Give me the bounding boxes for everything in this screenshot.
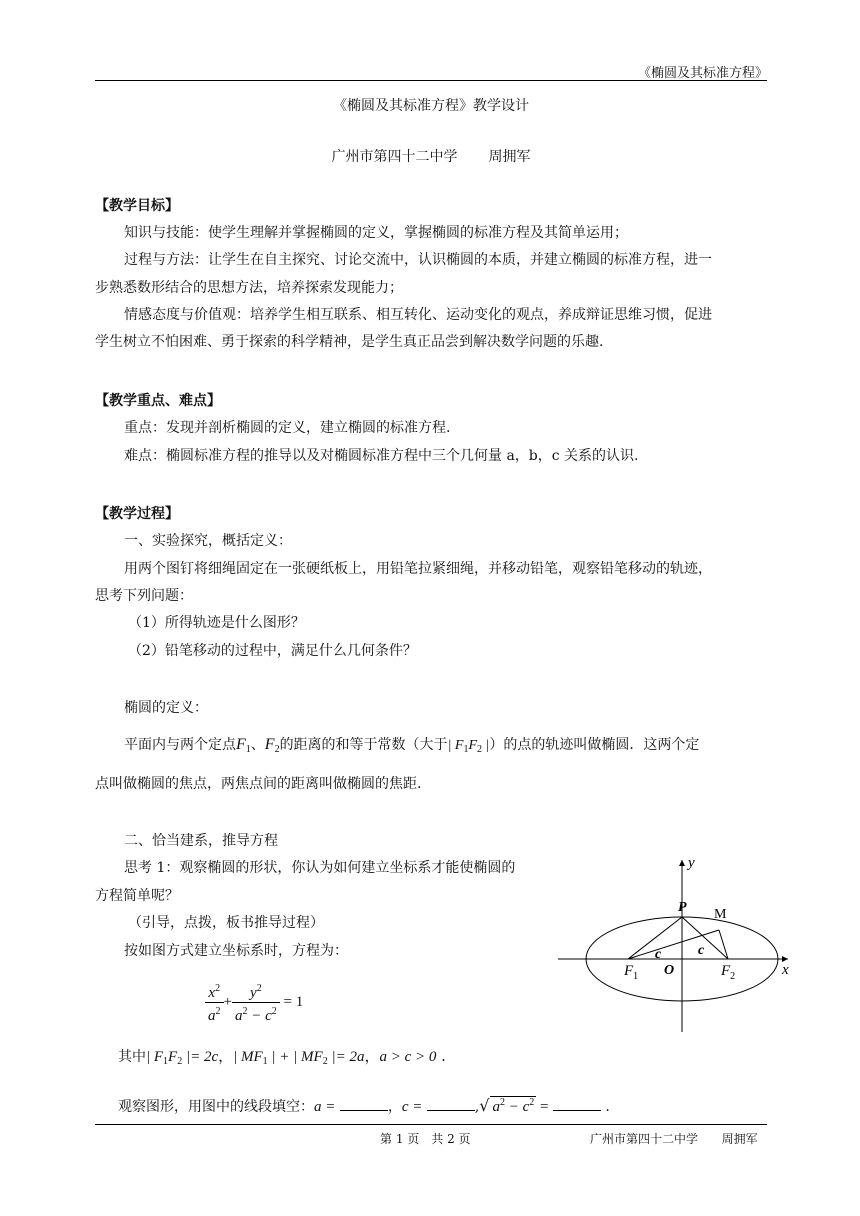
- question-1: （1）所得轨迹是什么图形？: [128, 615, 305, 631]
- goals-process-line2: 步熟悉数形结合的思想方法，培养探索发现能力；: [95, 280, 403, 296]
- goals-emotion-line1: 情感态度与价值观：培养学生相互联系、相互转化、运动变化的观点，养成辩证思维习惯，促进: [124, 307, 712, 323]
- goals-process-line1: 过程与方法：让学生在自主探究、讨论交流中，认识椭圆的本质，并建立椭圆的标准方程，进一: [124, 252, 712, 268]
- experiment-line2: 思考下列问题：: [95, 588, 193, 604]
- keypoints-key: 重点：发现并剖析椭圆的定义，建立椭圆的标准方程.: [124, 420, 451, 436]
- page-number: 第 1 页 共 2 页: [380, 1132, 471, 1146]
- footer-rule: [95, 1124, 767, 1125]
- label-y: y: [688, 855, 695, 871]
- label-c-left: c: [655, 947, 662, 962]
- where-clause: 其中| $F_1F_2$ |= 2c，| $MF_1$ | + | $MF_2$ |= 2a，a > c > 0 .: [118, 1047, 446, 1067]
- goals-heading: 【教学目标】: [95, 198, 179, 214]
- author-line: [95, 146, 767, 166]
- sqrt-expression: $a^2 - c^2$: [492, 1097, 535, 1115]
- think1-line1: 思考 1：观察椭圆的形状，你认为如何建立坐标系才能使椭圆的: [124, 860, 516, 876]
- sqrt-icon: √: [479, 1096, 490, 1115]
- definition-line1: 平面内与两个定点$F_1$、$F_2$的距离的和等于常数（大于| $F_1F_2$ |）的点的轨迹叫做椭圆．这两个定: [124, 736, 700, 755]
- fill-in-line: 观察图形，用图中的线段填空：a = ，c = ,√ $a^2 - c^2$ = .: [118, 1096, 610, 1115]
- footer-school: 广州市第四十二中学: [590, 1132, 699, 1146]
- f1-symbol: $F_1$: [236, 736, 251, 755]
- experiment-line1: 用两个图钉将细绳固定在一张硬纸板上，用铅笔拉紧细绳，并移动铅笔，观察铅笔移动的轨迹，: [124, 561, 712, 577]
- label-x: x: [782, 962, 789, 978]
- label-m: M: [714, 907, 727, 922]
- ellipse-figure: [548, 852, 808, 1037]
- author-name: 周拥军: [488, 149, 531, 165]
- label-o: O: [664, 963, 675, 978]
- part2-title: 二、恰当建系，推导方程: [124, 833, 278, 849]
- y-term: $\frac{y^2}{a^2 - c^2}$: [232, 980, 280, 1025]
- keypoints-difficult: 难点：椭圆标准方程的推导以及对椭圆标准方程中三个几何量 a，b，c 关系的认识.: [124, 448, 639, 464]
- guide-note: （引导，点拨，板书推导过程）: [128, 915, 324, 931]
- label-p: P: [678, 900, 687, 915]
- standard-equation: $\frac{x^2}{a^2}$ + $\frac{y^2}{a^2 - c^2}$ = 1: [205, 980, 303, 1025]
- x-term: $\frac{x^2}{a^2}$: [205, 980, 224, 1025]
- f2-symbol: $F_2$: [264, 736, 280, 755]
- label-c-right: c: [698, 943, 705, 958]
- blank-sqrt: [553, 1098, 601, 1111]
- think1-line2: 方程简单呢？: [95, 888, 179, 904]
- blank-c: [427, 1098, 475, 1111]
- equation-intro: 按如图方式建立坐标系时，方程为：: [124, 943, 348, 959]
- process-heading: 【教学过程】: [95, 506, 179, 522]
- goals-knowledge: 知识与技能：使学生理解并掌握椭圆的定义，掌握椭圆的标准方程及其简单运用；: [124, 225, 628, 241]
- label-f2: $F_2$: [721, 963, 736, 982]
- segment-f1-m: [628, 930, 719, 959]
- part1-title: 一、实验探究，概括定义：: [124, 533, 292, 549]
- running-header-title: 《椭圆及其标准方程》: [637, 66, 768, 81]
- keypoints-heading: 【教学重点、难点】: [95, 393, 221, 409]
- footer-author: 周拥军: [721, 1132, 758, 1146]
- school-name: 广州市第四十二中学: [331, 149, 458, 165]
- question-2: （2）铅笔移动的过程中，满足什么几何条件？: [128, 643, 417, 659]
- definition-label: 椭圆的定义：: [124, 700, 208, 716]
- label-f1: $F_1$: [624, 963, 639, 982]
- blank-a: [340, 1098, 388, 1111]
- goals-emotion-line2: 学生树立不怕困难、勇于探索的科学精神，是学生真正品尝到解决数学问题的乐趣.: [95, 334, 604, 350]
- document-title: 《椭圆及其标准方程》教学设计: [333, 98, 529, 114]
- f1f2-abs: | $F_1F_2$ |: [447, 738, 490, 755]
- header-rule: [95, 80, 767, 81]
- footer-credit: [590, 1130, 758, 1147]
- definition-line2: 点叫做椭圆的焦点，两焦点间的距离叫做椭圆的焦距.: [95, 776, 422, 792]
